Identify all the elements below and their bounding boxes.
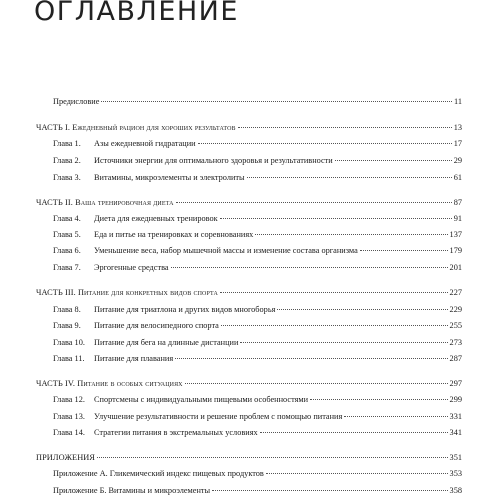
toc-chapter-label: Глава 3. (53, 173, 81, 182)
toc-entry-title: Витамины, микроэлементы и электролиты (94, 173, 245, 182)
toc-entry-title: ЧАСТЬ II. Ваша тренировочная диета (36, 198, 174, 207)
toc-chapter-label: Глава 11. (53, 354, 85, 363)
toc-entry-title: ЧАСТЬ III. Питание для конкретных видов спорта (36, 288, 218, 297)
toc-part-row[interactable] (36, 122, 462, 134)
toc-leader-dots (260, 432, 448, 433)
toc-page-number: 91 (453, 214, 462, 223)
toc-chapter-label: Глава 13. (53, 412, 85, 421)
toc-entry-row[interactable] (53, 245, 462, 257)
toc-chapter-label: Глава 2. (53, 156, 81, 165)
toc-leader-dots (175, 358, 447, 359)
toc-entry-title: Спортсмены с индивидуальными пищевыми особенностями (94, 395, 309, 404)
toc-chapter-label: Глава 14. (53, 428, 85, 437)
toc-page-number: 87 (453, 198, 462, 207)
page-title: ОГЛАВЛЕНИЕ (34, 0, 239, 27)
toc-entry-title: Приложение Б. Витамины и микроэлементы (53, 486, 211, 495)
toc-leader-dots (185, 383, 448, 384)
toc-page-number: 341 (449, 428, 462, 437)
toc-page-number: 201 (449, 263, 462, 272)
toc-page-number: 353 (449, 469, 462, 478)
toc-page-number: 299 (449, 395, 462, 404)
toc-entry-row[interactable] (53, 155, 462, 167)
toc-entry-row[interactable] (53, 468, 462, 480)
toc-page-number: 179 (449, 246, 462, 255)
toc-leader-dots (238, 127, 452, 128)
toc-entry-row[interactable] (53, 320, 462, 332)
toc-page-number: 255 (449, 321, 462, 330)
toc-page-number: 17 (453, 139, 462, 148)
toc-entry-title: ПРИЛОЖЕНИЯ (36, 453, 96, 462)
toc-leader-dots (360, 250, 448, 251)
toc-entry-title: Улучшение результативности и решение проблем с помощью питания (94, 412, 343, 421)
toc-entry-title: Уменьшение веса, набор мышечной массы и изменение состава организма (94, 246, 358, 255)
toc-entry-title: Эргогенные средства (94, 263, 169, 272)
toc-page-number: 331 (449, 412, 462, 421)
toc-leader-dots (240, 342, 447, 343)
toc-entry-row[interactable] (53, 411, 462, 423)
toc-leader-dots (277, 309, 447, 310)
toc-leader-dots (310, 399, 447, 400)
toc-entry-row[interactable] (53, 394, 462, 406)
toc-entry-row[interactable] (53, 213, 462, 225)
toc-leader-dots (221, 325, 448, 326)
toc-entry-title: Еда и питье на тренировках и соревнованиях (94, 230, 254, 239)
toc-entry-title: Питание для триатлона и других видов многоборья (94, 305, 276, 314)
toc-chapter-label: Глава 12. (53, 395, 85, 404)
toc-leader-dots (97, 457, 448, 458)
toc-leader-dots (220, 292, 448, 293)
toc-part-row[interactable] (36, 287, 462, 299)
toc-entry-title: Стратегии питания в экстремальных условиях (94, 428, 258, 437)
toc-part-row[interactable] (36, 378, 462, 390)
toc-entry-title: Источники энергии для оптимального здоровья и результативности (94, 156, 333, 165)
toc-page-number: 351 (449, 453, 462, 462)
toc-page-number: 229 (449, 305, 462, 314)
toc-page-number: 29 (453, 156, 462, 165)
toc-leader-dots (101, 101, 452, 102)
toc-entry-title: Предисловие (53, 97, 100, 106)
toc-entry-title: Диета для ежедневных тренировок (94, 214, 218, 223)
toc-entry-title: Питание для плавания (94, 354, 174, 363)
toc-leader-dots (247, 177, 452, 178)
toc-chapter-label: Глава 6. (53, 246, 81, 255)
toc-chapter-label: Глава 4. (53, 214, 81, 223)
toc-part-row[interactable] (36, 197, 462, 209)
toc-leader-dots (171, 267, 448, 268)
toc-chapter-label: Глава 8. (53, 305, 81, 314)
toc-entry-title: Питание для бега на длинные дистанции (94, 338, 239, 347)
toc-entry-row[interactable] (53, 262, 462, 274)
toc-leader-dots (220, 218, 452, 219)
toc-chapter-label: Глава 5. (53, 230, 81, 239)
toc-chapter-label: Глава 7. (53, 263, 81, 272)
toc-page-number: 227 (449, 288, 462, 297)
toc-leader-dots (335, 160, 452, 161)
toc-page-number: 11 (454, 97, 462, 106)
toc-page-number: 273 (449, 338, 462, 347)
toc-entry-row[interactable] (53, 96, 462, 108)
toc-page-number: 137 (449, 230, 462, 239)
toc-page-number: 297 (449, 379, 462, 388)
toc-page-number: 13 (453, 123, 462, 132)
toc-entry-row[interactable] (53, 304, 462, 316)
toc-entry-row[interactable] (53, 229, 462, 241)
toc-entry-row[interactable] (53, 353, 462, 365)
toc-chapter-label: Глава 1. (53, 139, 81, 148)
toc-leader-dots (176, 202, 452, 203)
toc-page-number: 287 (449, 354, 462, 363)
toc-entry-title: Азы ежедневной гидратации (94, 139, 196, 148)
toc-entry-title: ЧАСТЬ IV. Питание в особых ситуациях (36, 379, 183, 388)
toc-leader-dots (255, 234, 447, 235)
toc-chapter-label: Глава 10. (53, 338, 85, 347)
toc-entry-row[interactable] (53, 485, 462, 497)
toc-leader-dots (198, 143, 452, 144)
toc-entry-title: ЧАСТЬ I. Ежедневный рацион для хороших результатов (36, 123, 236, 132)
toc-chapter-label: Глава 9. (53, 321, 81, 330)
toc-entry-row[interactable] (53, 427, 462, 439)
toc-entry-row[interactable] (53, 172, 462, 184)
toc-page-number: 61 (453, 173, 462, 182)
toc-entry-title: Приложение А. Гликемический индекс пищевых продуктов (53, 469, 264, 478)
toc-entry-title: Питание для велосипедного спорта (94, 321, 219, 330)
toc-entry-row[interactable] (53, 138, 462, 150)
toc-part-row[interactable] (36, 452, 462, 464)
toc-entry-row[interactable] (53, 337, 462, 349)
toc-page-number: 358 (449, 486, 462, 495)
toc-leader-dots (212, 490, 447, 491)
toc-leader-dots (266, 473, 448, 474)
toc-leader-dots (344, 416, 447, 417)
